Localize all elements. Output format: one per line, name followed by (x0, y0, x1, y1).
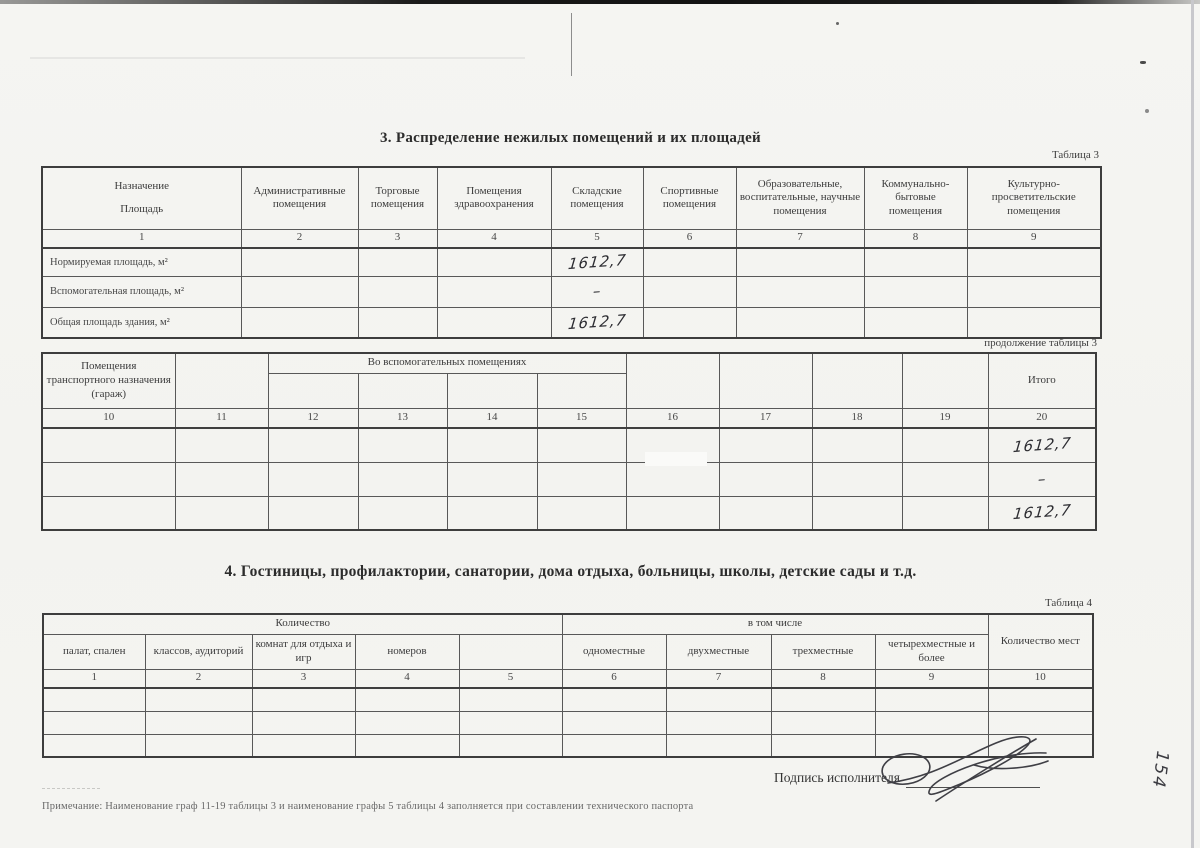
col-number-cell: 4 (437, 229, 551, 248)
col-header-cell: Торговые помещения (358, 167, 437, 229)
data-cell (902, 462, 988, 496)
handwritten-value: 1612,7 (566, 310, 628, 334)
data-cell (241, 307, 358, 338)
col-header-cell: Административные помещения (241, 167, 358, 229)
data-cell (447, 428, 537, 462)
data-cell (358, 276, 437, 307)
col-header-cell: номеров (355, 634, 459, 669)
table-row (42, 248, 1101, 276)
table-header-row (42, 353, 1096, 373)
data-cell (902, 496, 988, 530)
col-header-seats: Количество мест (988, 614, 1093, 669)
data-cell (771, 734, 875, 757)
col-number-cell: 6 (562, 669, 666, 688)
col-header-purpose-area (42, 167, 241, 229)
data-cell (812, 496, 902, 530)
data-cell (459, 688, 562, 711)
data-cell (437, 276, 551, 307)
data-cell (643, 248, 736, 276)
col-header-cell: Складские помещения (551, 167, 643, 229)
col-header-cell: двухместные (666, 634, 771, 669)
col-header-cell (459, 634, 562, 669)
data-cell (145, 711, 252, 734)
col-header-cell: Спортивные помещения (643, 167, 736, 229)
handwritten-value: 1612,7 (1011, 433, 1072, 457)
data-cell (459, 734, 562, 757)
col-number-cell: 7 (736, 229, 864, 248)
data-cell (437, 248, 551, 276)
table-row (43, 688, 1093, 711)
col-header-cell: Помещения здравоохранения (437, 167, 551, 229)
col-number-cell: 12 (268, 408, 358, 428)
data-cell (43, 688, 145, 711)
group-header-aux-premises: Во вспомогательных помещениях (268, 353, 626, 373)
data-cell (902, 428, 988, 462)
data-cell (358, 248, 437, 276)
column-number-row (43, 669, 1093, 688)
col-number-cell: 1 (42, 229, 241, 248)
data-cell (252, 688, 355, 711)
data-cell (358, 462, 447, 496)
col-header-empty (175, 353, 268, 408)
data-cell (42, 496, 175, 530)
col-header-cell: классов, аудиторий (145, 634, 252, 669)
data-cell (562, 711, 666, 734)
data-cell (562, 734, 666, 757)
col-number-cell: 11 (175, 408, 268, 428)
section4-title: 4. Гостиницы, профилактории, санатории, дома отдыха, больницы, школы, детские сады и т.д. (224, 563, 917, 580)
data-cell (358, 428, 447, 462)
data-cell (551, 248, 643, 276)
data-cell (355, 734, 459, 757)
data-cell (241, 276, 358, 307)
data-cell (967, 307, 1101, 338)
data-cell (967, 276, 1101, 307)
header-line-purpose: Назначение (114, 180, 170, 192)
data-cell (736, 307, 864, 338)
table-header-row (42, 167, 1101, 229)
data-cell (175, 462, 268, 496)
col-number-cell: 13 (358, 408, 447, 428)
data-cell (626, 496, 719, 530)
correction-fluid-patch (645, 452, 707, 466)
col-header-empty (626, 353, 719, 408)
scan-smudge (42, 788, 100, 789)
data-cell (666, 734, 771, 757)
data-cell (447, 462, 537, 496)
subheader-empty (268, 373, 358, 408)
data-cell (967, 248, 1101, 276)
col-header-cell: палат, спален (43, 634, 145, 669)
col-number-cell: 15 (537, 408, 626, 428)
table-header-row (43, 614, 1093, 634)
data-cell (719, 428, 812, 462)
data-cell (551, 276, 643, 307)
data-cell (43, 734, 145, 757)
data-cell (626, 462, 719, 496)
data-cell (447, 496, 537, 530)
col-number-cell: 8 (864, 229, 967, 248)
table4-label: Таблица 4 (1044, 597, 1092, 609)
data-cell (988, 688, 1093, 711)
col-header-cell: комнат для отдыха и игр (252, 634, 355, 669)
data-cell (145, 734, 252, 757)
col-number-cell: 1 (43, 669, 145, 688)
col-number-cell: 5 (551, 229, 643, 248)
data-cell (145, 688, 252, 711)
col-number-cell: 9 (967, 229, 1101, 248)
data-cell (875, 688, 988, 711)
col-number-cell: 7 (666, 669, 771, 688)
row-label-cell: Нормируемая площадь, м² (42, 248, 241, 276)
group-header-quantity: Количество (43, 614, 562, 634)
col-number-cell: 8 (771, 669, 875, 688)
data-cell (643, 307, 736, 338)
data-cell (355, 688, 459, 711)
data-cell (358, 307, 437, 338)
col-number-cell: 10 (988, 669, 1093, 688)
table-3-continuation (41, 352, 1097, 531)
scan-edge-top (0, 0, 1200, 4)
col-header-empty (719, 353, 812, 408)
data-cell (864, 307, 967, 338)
data-cell (252, 711, 355, 734)
subheader-empty (447, 373, 537, 408)
col-number-cell: 9 (875, 669, 988, 688)
table-3 (41, 166, 1102, 339)
row-label-cell: Вспомогательная площадь, м² (42, 276, 241, 307)
signature-scribble (878, 731, 1068, 806)
col-header-empty (902, 353, 988, 408)
scan-edge-right (1191, 0, 1194, 848)
col-number-cell: 2 (241, 229, 358, 248)
col-header-cell: трехместные (771, 634, 875, 669)
col-number-cell: 10 (42, 408, 175, 428)
col-number-cell: 20 (988, 408, 1096, 428)
data-cell (241, 248, 358, 276)
data-cell (175, 496, 268, 530)
table3-label: Таблица 3 (1051, 149, 1099, 161)
data-cell (736, 276, 864, 307)
row-label-cell: Общая площадь здания, м² (42, 307, 241, 338)
data-cell (562, 688, 666, 711)
data-cell (719, 496, 812, 530)
col-number-cell: 4 (355, 669, 459, 688)
table-row (42, 307, 1101, 338)
table-row (42, 496, 1096, 530)
table3-continuation-label: продолжение таблицы 3 (984, 337, 1097, 349)
table-row (42, 462, 1096, 496)
data-cell (537, 428, 626, 462)
scan-speck (1140, 61, 1146, 64)
col-number-cell: 5 (459, 669, 562, 688)
col-number-cell: 14 (447, 408, 537, 428)
col-number-cell: 18 (812, 408, 902, 428)
col-header-cell: Культурно-просветительские помещения (967, 167, 1101, 229)
scan-speck (836, 22, 839, 25)
data-cell (537, 462, 626, 496)
data-cell (771, 711, 875, 734)
data-cell (43, 711, 145, 734)
handwritten-value: 1612,7 (566, 250, 628, 274)
subheader-empty (537, 373, 626, 408)
table-row (42, 428, 1096, 462)
handwritten-value: – (1036, 469, 1048, 489)
data-cell (988, 496, 1096, 530)
handwritten-value: – (591, 281, 603, 301)
data-cell (812, 462, 902, 496)
data-cell (459, 711, 562, 734)
data-cell (719, 462, 812, 496)
data-cell (988, 428, 1096, 462)
col-header-total: Итого (988, 353, 1096, 408)
data-cell (355, 711, 459, 734)
data-cell (537, 496, 626, 530)
col-header-empty (812, 353, 902, 408)
data-cell (643, 276, 736, 307)
data-cell (864, 248, 967, 276)
data-cell (252, 734, 355, 757)
data-cell (268, 462, 358, 496)
data-cell (358, 496, 447, 530)
data-cell (988, 462, 1096, 496)
col-number-cell: 16 (626, 408, 719, 428)
table-row (42, 276, 1101, 307)
col-header-garage: Помещения транспортного назначения (гараж) (42, 353, 175, 408)
data-cell (42, 428, 175, 462)
col-header-cell: Коммунально-бытовые помещения (864, 167, 967, 229)
col-header-cell: одноместные (562, 634, 666, 669)
data-cell (268, 496, 358, 530)
data-cell (175, 428, 268, 462)
data-cell (812, 428, 902, 462)
col-header-cell: четырехместные и более (875, 634, 988, 669)
data-cell (551, 307, 643, 338)
handwritten-page-number: 154 (1147, 749, 1173, 791)
col-number-cell: 19 (902, 408, 988, 428)
col-header-cell: Образовательные, воспитательные, научные помещения (736, 167, 864, 229)
data-cell (268, 428, 358, 462)
data-cell (864, 276, 967, 307)
data-cell (42, 462, 175, 496)
signature-label: Подпись исполнителя (774, 770, 900, 785)
data-cell (771, 688, 875, 711)
col-number-cell: 3 (358, 229, 437, 248)
scan-streak (30, 57, 525, 59)
column-number-row (42, 229, 1101, 248)
col-number-cell: 3 (252, 669, 355, 688)
subheader-empty (358, 373, 447, 408)
data-cell (437, 307, 551, 338)
data-cell (666, 711, 771, 734)
header-line-area: Площадь (120, 202, 164, 215)
col-number-cell: 6 (643, 229, 736, 248)
handwritten-value: 1612,7 (1011, 501, 1072, 524)
column-number-row (42, 408, 1096, 428)
group-header-including: в том числе (562, 614, 988, 634)
data-cell (666, 688, 771, 711)
table-subheader-row (43, 634, 1093, 669)
scan-speck (1145, 109, 1149, 113)
data-cell (736, 248, 864, 276)
section3-title: 3. Распределение нежилых помещений и их площадей (380, 130, 761, 146)
footnote: Примечание: Наименование граф 11-19 таблицы 3 и наименование графы 5 таблицы 4 заполняется при составлении технического паспорта (42, 801, 694, 812)
col-number-cell: 17 (719, 408, 812, 428)
col-number-cell: 2 (145, 669, 252, 688)
scan-scratch (571, 13, 572, 76)
